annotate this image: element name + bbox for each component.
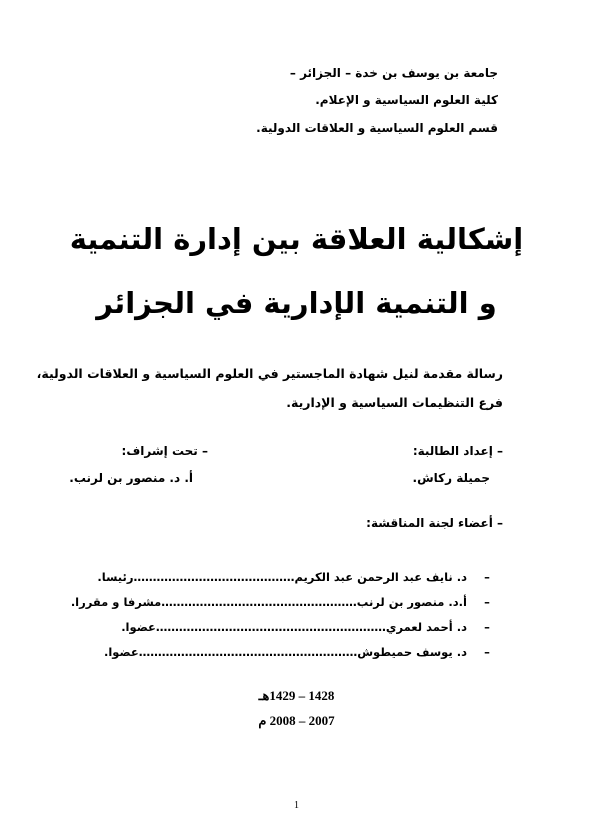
- supervision-label: – تحت إشراف:: [121, 444, 208, 458]
- member-dash: –: [484, 595, 490, 609]
- member-name: د. يوسف حميطوش: [357, 645, 467, 659]
- student-name: جميلة ركاش.: [412, 471, 490, 485]
- page-number: 1: [294, 800, 299, 811]
- member-role: رئيسا.: [97, 570, 134, 584]
- member-name: د. نايف عبد الرحمن عبد الكريم: [294, 570, 467, 584]
- committee-member: [121, 620, 503, 634]
- member-dots: ……………………………………………………: [155, 620, 386, 634]
- member-dash: –: [484, 620, 490, 634]
- hijri-year: 1428 – 1429هـ: [258, 688, 335, 703]
- department-name: قسم العلوم السياسية و العلاقات الدولية.: [256, 121, 498, 135]
- gregorian-year: 2007 – 2008 م: [258, 713, 335, 728]
- member-dash: –: [484, 645, 490, 659]
- member-dash: –: [484, 570, 490, 584]
- member-name: أ.د. منصور بن لرنب: [356, 595, 467, 609]
- supervisor-name: أ. د. منصور بن لرنب.: [69, 471, 193, 485]
- committee-member: [104, 645, 503, 659]
- member-role: عضوا.: [121, 620, 156, 634]
- thesis-branch: فرع التنظيمات السياسية و الإدارية.: [286, 395, 503, 410]
- thesis-title-line-1: إشكالية العلاقة بين إدارة التنمية: [69, 222, 524, 256]
- member-role: مشرفا و مقررا.: [70, 595, 162, 609]
- thesis-description: رسالة مقدمة لنيل شهادة الماجستير في العلوم السياسية و العلاقات الدولية،: [36, 366, 503, 381]
- university-name: جامعة بن يوسف بن خدة – الجزائر –: [289, 66, 498, 80]
- member-name: د. أحمد لعمري: [385, 620, 467, 634]
- prepared-by-label: – إعداد الطالبة:: [412, 444, 503, 458]
- faculty-name: كلية العلوم السياسية و الإعلام.: [315, 93, 498, 107]
- thesis-title-line-2: و التنمية الإدارية في الجزائر: [96, 286, 497, 320]
- member-dots: …………………………………………………: [138, 645, 358, 659]
- committee-label: – أعضاء لجنة المناقشة:: [366, 516, 503, 530]
- member-role: عضوا.: [103, 645, 139, 659]
- member-dots: ……………………………………: [133, 570, 295, 584]
- committee-member: [71, 595, 503, 609]
- committee-member: [97, 570, 503, 584]
- member-dots: ……………………………………………: [161, 595, 357, 609]
